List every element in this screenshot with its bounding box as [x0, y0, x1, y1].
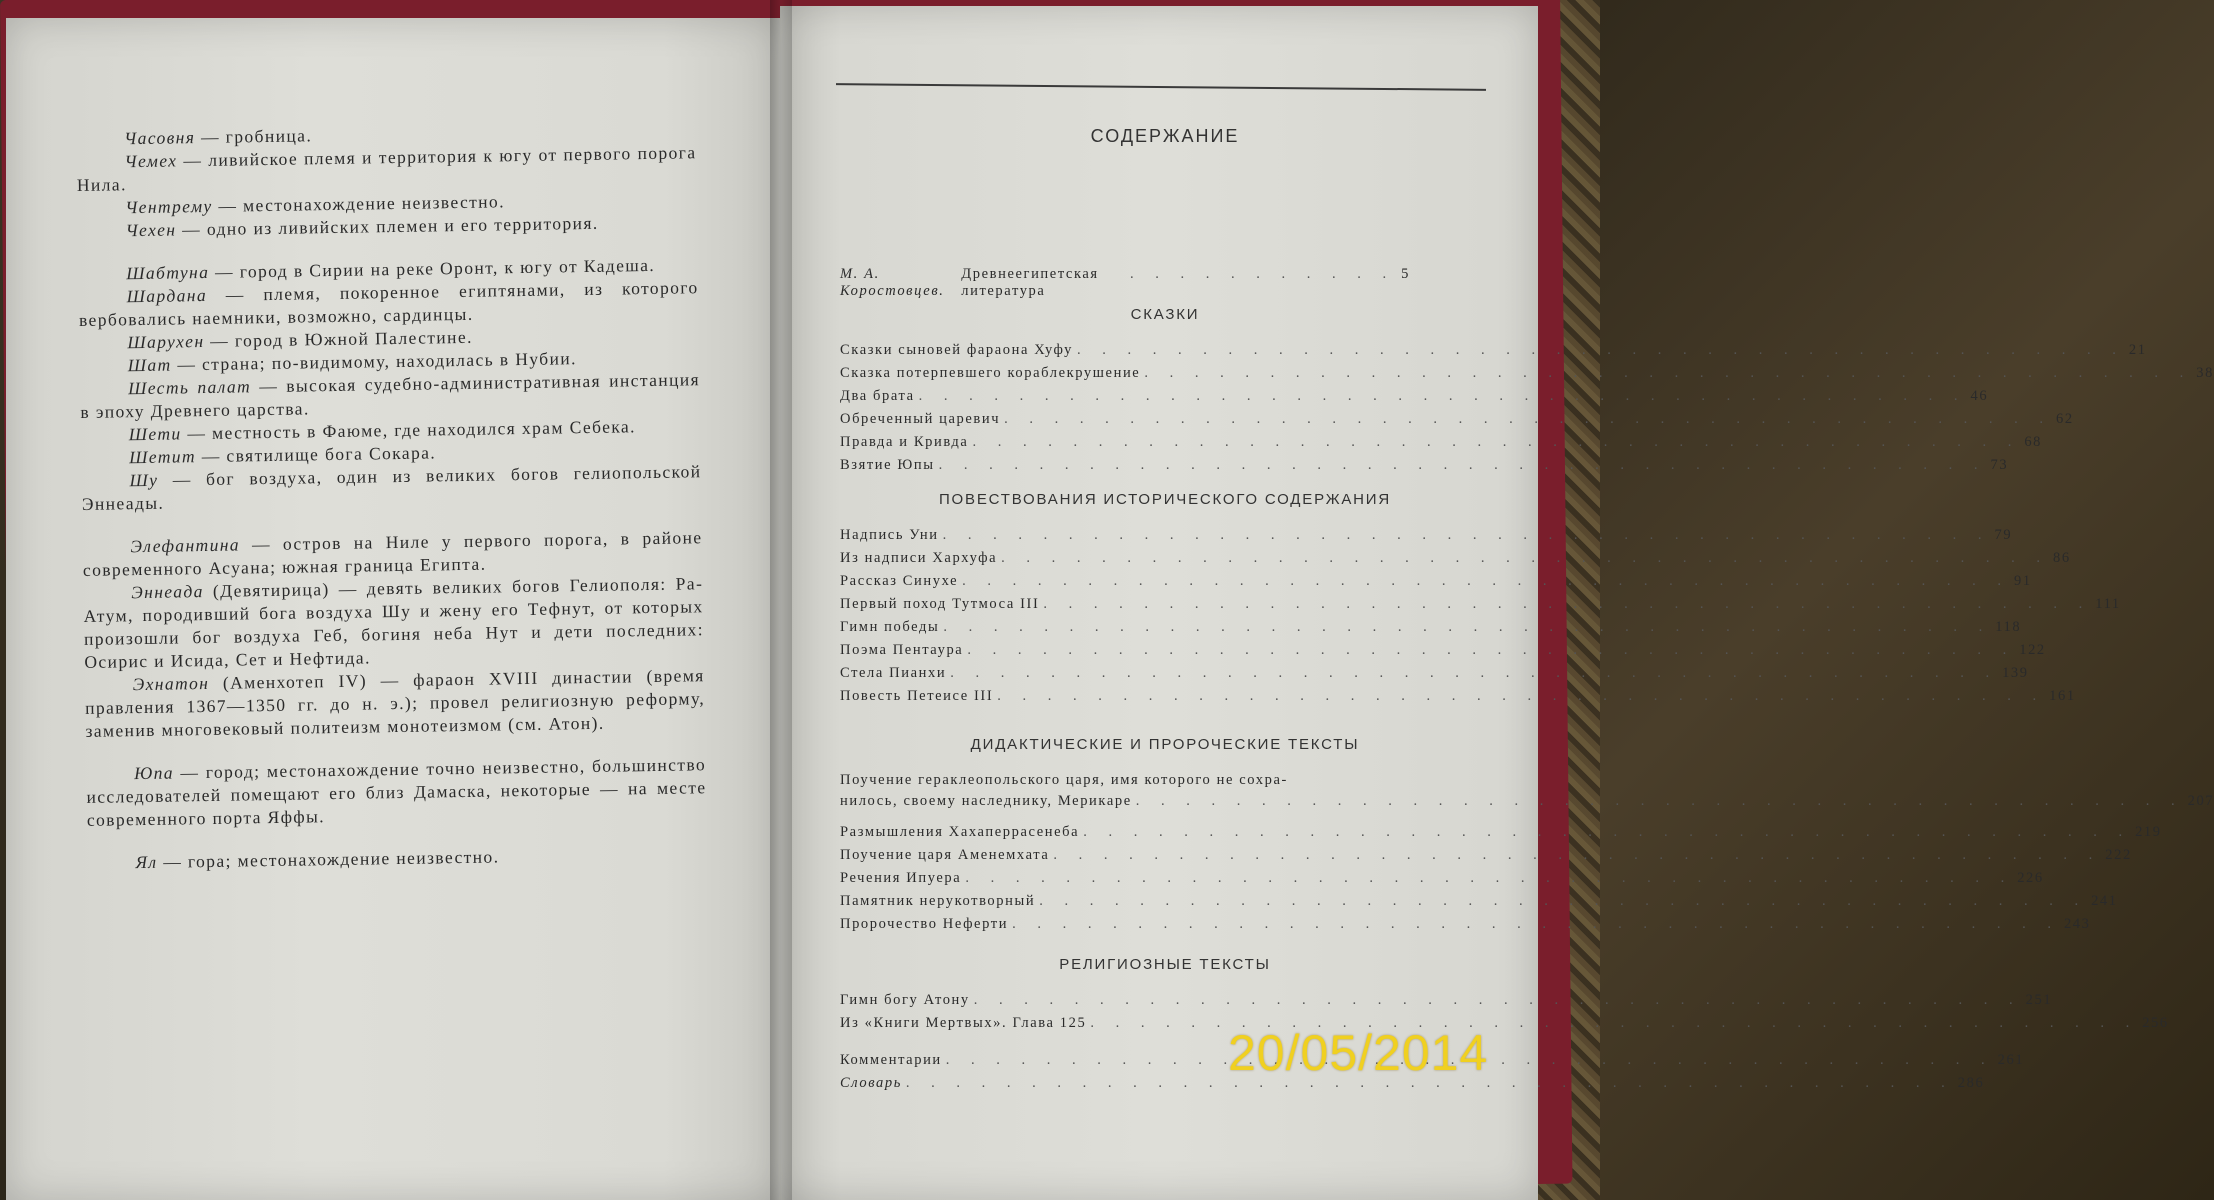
toc-page-number: 256 — [2142, 1015, 2169, 1031]
glossary-term: Шети — [128, 423, 182, 445]
toc-item-title: Поучение царя Аменемхата — [840, 847, 1050, 863]
leader-dots — [1053, 847, 2101, 864]
toc-row[interactable] — [840, 411, 2074, 433]
toc-section-heading: ПОВЕСТВОВАНИЯ ИСТОРИЧЕСКОГО СОДЕРЖАНИЯ — [938, 491, 1392, 508]
glossary-term: Чехен — [125, 219, 177, 241]
glossary-term: Шарухен — [127, 331, 205, 353]
toc-item-title-line: Поучение гераклеопольского царя, имя которого не сохра- — [840, 772, 1288, 788]
toc-row[interactable] — [840, 793, 2214, 815]
glossary-definition: — бог воздуха, один из великих богов гелиопольской Эннеады. — [81, 461, 702, 514]
header-rule — [836, 83, 1486, 91]
toc-row[interactable] — [840, 824, 2162, 846]
toc-page-number: 261 — [1997, 1052, 2025, 1068]
glossary-term: Шетит — [129, 446, 197, 468]
glossary-definition: — город в Южной Палестине. — [204, 326, 473, 352]
leader-dots — [1043, 596, 2091, 613]
glossary-definition: — ливийское племя и территория к югу от первого порога Нила. — [76, 142, 697, 195]
toc-row[interactable] — [840, 642, 2046, 664]
toc-page-number: 226 — [2017, 870, 2044, 886]
intro-author: М. А. Коростовцев. — [840, 266, 945, 299]
glossary-term: Юпа — [133, 762, 175, 784]
glossary-definition: (Аменхотеп IV) — фараон XVIII династии (время правления 1367—1350 гг. до н. э.); провел религиозную реформу, заменив многовековый политеизм монотеизмом (см. Атон). — [84, 665, 706, 741]
toc-row[interactable] — [840, 688, 2076, 710]
toc-row[interactable] — [840, 365, 2214, 387]
glossary-term: Шу — [129, 469, 159, 491]
leader-dots — [1001, 550, 2049, 567]
toc-item-title: Словарь — [840, 1075, 902, 1091]
date-stamp: 20/05/2014 — [1228, 1025, 1489, 1081]
toc-page-number: 79 — [1994, 527, 2013, 543]
toc-item-title: Сказка потерпевшего кораблекрушение — [840, 365, 1141, 381]
toc-page-number: 111 — [2095, 596, 2121, 612]
toc-row[interactable] — [840, 992, 2053, 1014]
toc-item-title: Из «Книги Мертвых». Глава 125 — [840, 1015, 1087, 1031]
glossary-entry — [83, 572, 704, 674]
toc-page-number: 118 — [1995, 619, 2022, 635]
leader-dots — [1012, 916, 2060, 933]
toc-item-title: Гимн богу Атону — [840, 992, 970, 1008]
leader-dots — [1039, 893, 2087, 910]
toc-page-number: 91 — [2014, 573, 2032, 589]
toc-page-number: 38 — [2196, 365, 2214, 381]
toc-row[interactable] — [840, 342, 2147, 364]
toc-item-title: Правда и Кривда — [840, 434, 969, 450]
toc-page-number: 21 — [2128, 342, 2147, 358]
toc-page-number: 62 — [2056, 411, 2074, 427]
toc-item-title: Взятие Юпы — [840, 457, 935, 473]
glossary-definition: — город в Сирии на реке Оронт, к югу от Кадеша. — [209, 254, 656, 282]
glossary-entry — [85, 664, 706, 743]
leader-dots — [1077, 342, 2125, 359]
leader-dots — [1144, 365, 2192, 382]
toc-page-number: 73 — [1990, 457, 2009, 473]
toc-row[interactable] — [840, 665, 2029, 687]
toc-row[interactable] — [840, 893, 2118, 915]
glossary-term: Шесть палат — [127, 376, 252, 399]
leader-dots — [962, 573, 2010, 590]
toc-row[interactable] — [840, 573, 2032, 595]
book-gutter — [770, 0, 792, 1200]
toc-item-title: нилось, своему наследнику, Мерикаре — [840, 793, 1132, 809]
leader-dots — [943, 527, 1991, 544]
leader-dots — [1083, 824, 2131, 841]
glossary-definition: — остров на Ниле у первого порога, в районе современного Асуана; южная граница Египта. — [82, 527, 703, 580]
toc-page-number: 122 — [2019, 642, 2046, 658]
glossary-definition: — племя, покоренное египтянами, из которого вербовались наемники, возможно, сардинцы. — [78, 277, 699, 330]
glossary-term: Эннеада — [131, 581, 204, 603]
leader-dots — [967, 642, 2015, 659]
toc-section-heading: ДИДАКТИЧЕСКИЕ И ПРОРОЧЕСКИЕ ТЕКСТЫ — [970, 736, 1360, 753]
toc-item-title: Первый поход Тутмоса III — [840, 596, 1040, 612]
glossary-term: Чентрему — [125, 195, 213, 218]
toc-item-title: Комментарии — [840, 1052, 942, 1068]
toc-item-title: Поэма Пентаура — [840, 642, 964, 658]
leader-dots: . . . . . . . . . . . — [1130, 266, 1396, 282]
toc-intro-row — [840, 266, 1410, 300]
leader-dots — [1136, 793, 2184, 810]
left-page — [6, 18, 780, 1200]
toc-row[interactable] — [840, 916, 2091, 938]
toc-item-title: Два брата — [840, 388, 915, 404]
toc-row[interactable] — [840, 847, 2132, 869]
toc-page-number: 219 — [2135, 824, 2162, 840]
leader-dots — [939, 457, 1987, 474]
toc-item-title: Размышления Хахаперрасенеба — [840, 824, 1080, 840]
glossary-definition: — святилище бога Сокара. — [195, 442, 437, 467]
glossary-definition: — одно из ливийских племен и его территория. — [176, 212, 599, 240]
toc-item-title: Памятник нерукотворный — [840, 893, 1036, 909]
toc-item-title: Надпись Уни — [840, 527, 939, 543]
glossary-definition: — город; местонахождение точно неизвестно, большинство исследователей помещают его близ Дамаска, некоторые — на месте современного порта Яффы. — [86, 754, 707, 830]
toc-section-heading: СКАЗКИ — [1130, 306, 1200, 323]
glossary-text — [76, 118, 708, 875]
leader-dots — [997, 688, 2045, 705]
leader-dots — [919, 388, 1967, 405]
leader-dots — [1004, 411, 2052, 428]
toc-page-number: 241 — [2091, 893, 2118, 909]
toc-item-title: Из надписи Хархуфа — [840, 550, 998, 566]
toc-row[interactable] — [840, 527, 2013, 549]
glossary-definition: — гора; местонахождение неизвестно. — [157, 846, 500, 872]
toc-item-title: Гимн победы — [840, 619, 940, 635]
toc-item-title: Рассказ Синухе — [840, 573, 959, 589]
glossary-term: Элефантина — [130, 534, 241, 557]
contents-title: СОДЕРЖАНИЕ — [1090, 126, 1240, 146]
glossary-definition: — гробница. — [195, 125, 313, 148]
toc-item-title: Обреченный царевич — [840, 411, 1001, 427]
glossary-term: Шат — [127, 354, 172, 376]
glossary-term: Шабтуна — [126, 261, 210, 284]
glossary-definition: (Девятирица) — девять великих богов Гелиополя: Ра-Атум, породивший бога воздуха Шу и жену его Тефнут, от которых произошли бог воздуха Геб, богиня неба Нут и дети последних: Осирис и Исида, Сет и Нефтида. — [83, 573, 705, 672]
toc-page-number: 243 — [2063, 916, 2091, 932]
toc-page-number: 68 — [2024, 434, 2043, 450]
toc-item-title: Сказки сыновей фараона Хуфу — [840, 342, 1074, 358]
toc-page-number: 286 — [1957, 1075, 1985, 1091]
glossary-term: Чемех — [124, 150, 178, 172]
right-page — [780, 6, 2214, 1200]
glossary-term: Ял — [135, 851, 158, 873]
leader-dots — [972, 434, 2020, 451]
leader-dots — [965, 870, 2013, 887]
leader-dots — [943, 619, 1991, 636]
toc-row[interactable] — [840, 434, 2043, 456]
toc-page-number: 251 — [2025, 992, 2053, 1008]
glossary-term: Часовня — [124, 127, 196, 149]
leader-dots — [974, 992, 2022, 1009]
glossary-definition: — местность в Фаюме, где находился храм Себека. — [181, 416, 637, 444]
toc-page-number: 207 — [2187, 793, 2214, 809]
glossary-term: Шардана — [126, 284, 208, 307]
glossary-entry — [86, 753, 707, 832]
intro-title: Древнеегипетская литература — [961, 266, 1099, 299]
intro-page: 5 — [1401, 266, 1410, 282]
toc-row[interactable] — [840, 596, 2121, 618]
toc-item-title: Стела Пианхи — [840, 665, 947, 681]
toc-page-number: 46 — [1970, 388, 1989, 404]
glossary-definition: — страна; по-видимому, находилась в Нубии. — [171, 348, 577, 375]
toc-page-number: 86 — [2053, 550, 2071, 566]
glossary-definition: — высокая судебно-административная инстанция в эпоху Древнего царства. — [80, 369, 701, 422]
toc-page-number: 139 — [2002, 665, 2029, 681]
toc-row[interactable] — [840, 388, 1989, 410]
toc-item-title: Повесть Петеисе III — [840, 688, 994, 704]
toc-page-number: 161 — [2049, 688, 2076, 704]
toc-page-number: 222 — [2105, 847, 2132, 863]
toc-row[interactable] — [840, 619, 2022, 641]
glossary-term: Эхнатон — [132, 672, 210, 695]
toc-row[interactable] — [840, 870, 2044, 892]
glossary-definition: — местонахождение неизвестно. — [212, 191, 506, 216]
toc-row[interactable] — [840, 457, 2009, 479]
leader-dots — [950, 665, 1998, 682]
toc-item-title: Речения Ипуера — [840, 870, 962, 886]
toc-section-heading: РЕЛИГИОЗНЫЕ ТЕКСТЫ — [1059, 956, 1271, 973]
toc-row[interactable] — [840, 550, 2071, 572]
toc-item-title: Пророчество Неферти — [840, 916, 1009, 932]
